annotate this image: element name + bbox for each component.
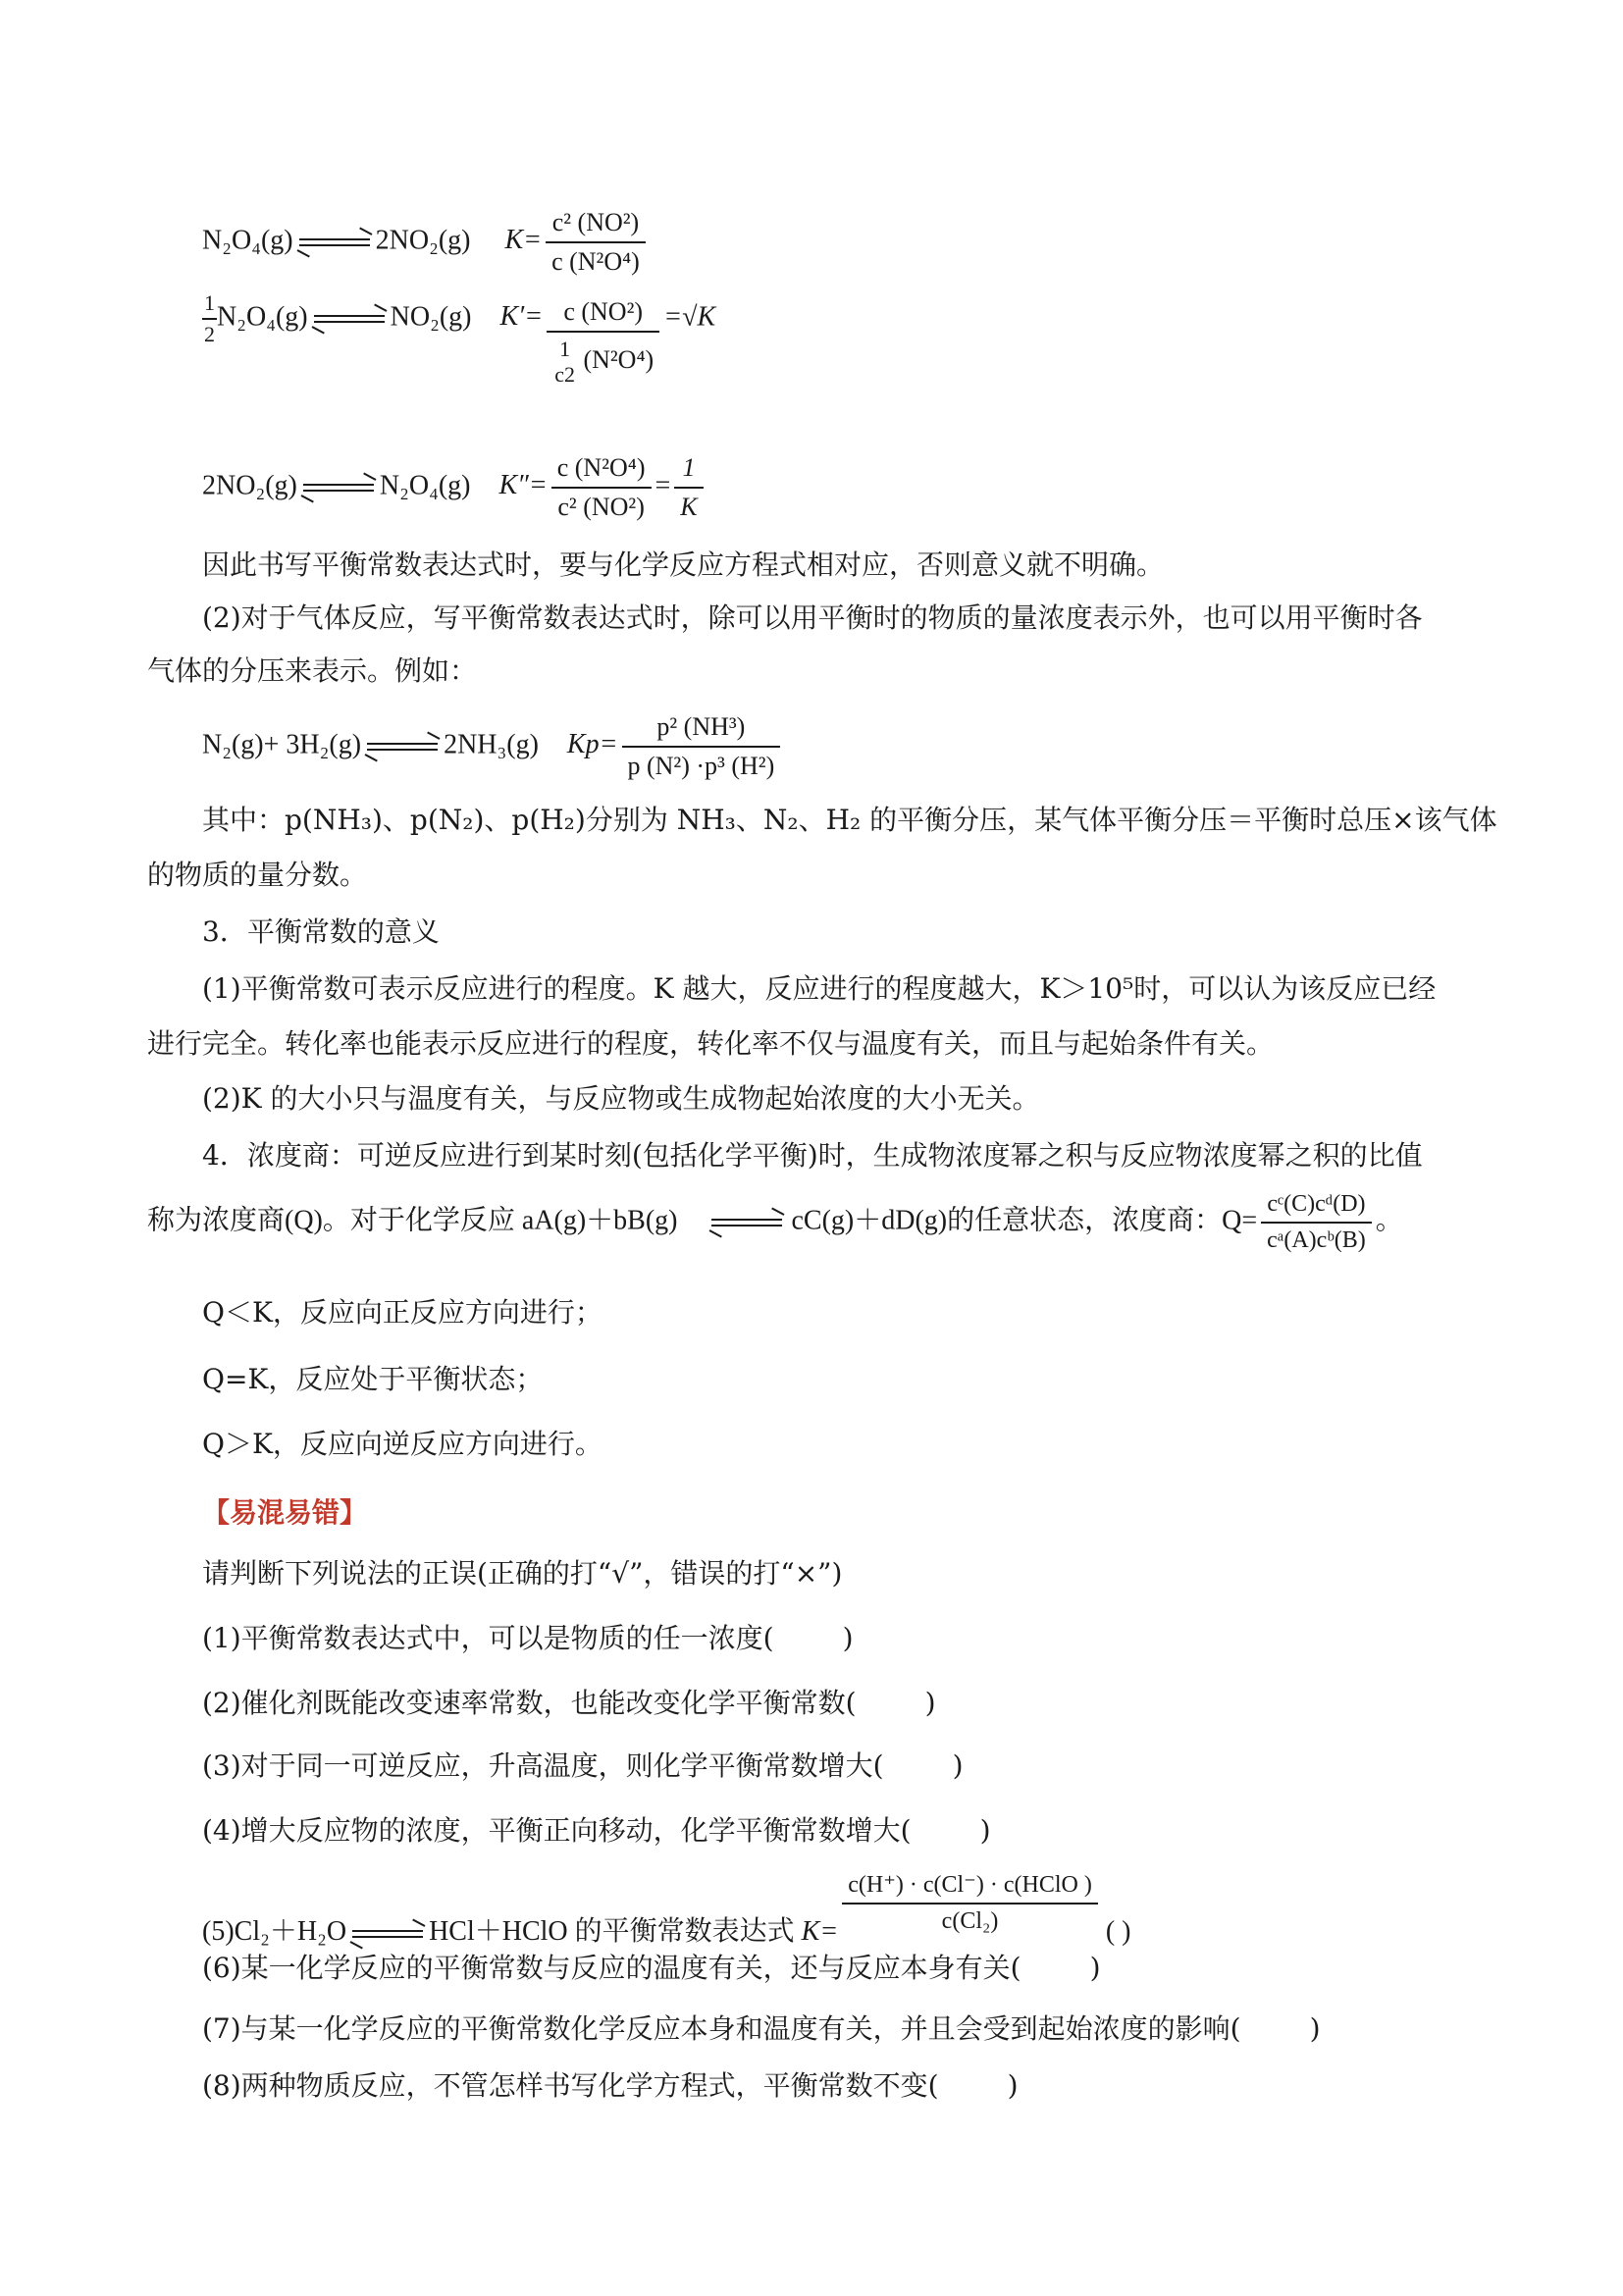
eq1-left: N₂O₄(g) bbox=[202, 225, 293, 256]
item-8-close: ) bbox=[1007, 2069, 1019, 2102]
eq1-fraction bbox=[546, 208, 646, 277]
eq3-den: c² (NO²) bbox=[551, 487, 652, 522]
equation-2 bbox=[202, 290, 715, 388]
item-3-close: ) bbox=[952, 1749, 964, 1782]
paragraph-5: (2)K 的大小只与温度有关，与反应物或生成物起始浓度的大小无关。 bbox=[202, 1082, 1040, 1115]
paragraph-1: 因此书写平衡常数表达式时，要与化学反应方程式相对应，否则意义就不明确。 bbox=[202, 548, 1165, 581]
paragraph-2b: 气体的分压来表示。例如： bbox=[147, 654, 478, 687]
item-6 bbox=[202, 1949, 1101, 1988]
eq2-tail: =√K bbox=[663, 301, 716, 333]
eq3-left: 2NO₂(g) bbox=[202, 470, 297, 501]
q-fraction bbox=[1261, 1191, 1372, 1254]
q-end: 。 bbox=[1375, 1205, 1403, 1236]
item-8 bbox=[202, 2066, 1019, 2106]
paragraph-6a: 4．浓度商：可逆反应进行到某时刻(包括化学平衡)时，生成物浓度幂之积与反应物浓度幂之积的比值 bbox=[202, 1139, 1423, 1172]
equation-4 bbox=[202, 712, 784, 781]
item-5-pre: (5)Cl₂＋H₂O bbox=[202, 1916, 347, 1947]
item-1 bbox=[202, 1619, 854, 1658]
eq2-right: NO₂(g) bbox=[390, 301, 472, 333]
eq2-den-coef-num: 1 bbox=[559, 337, 571, 362]
eq2-coef-num: 1 bbox=[204, 290, 215, 315]
equation-3: 2NO₂(g) N₂O₄(g) K″= $\frac{\text{c (N²O⁴)}}{\text{c² (NO²)}}$ = $\frac{1}{K}$ bbox=[202, 453, 707, 522]
q-greater-than-k: Q＞K，反应向逆反应方向进行。 bbox=[202, 1428, 602, 1460]
q-equal-k: Q=K，反应处于平衡状态； bbox=[202, 1363, 544, 1395]
equilibrium-arrow-icon bbox=[303, 481, 374, 495]
eq4-k: Kp= bbox=[566, 729, 618, 760]
eq1-den: c (N²O⁴) bbox=[546, 241, 646, 277]
item-2 bbox=[202, 1684, 936, 1723]
eq2-den-coef bbox=[552, 337, 577, 388]
eq4-left: N₂(g)+ 3H₂(g) bbox=[202, 729, 362, 760]
item-1-close: ) bbox=[842, 1622, 854, 1654]
equilibrium-arrow-icon bbox=[314, 312, 385, 326]
eq2-num: c (NO²) bbox=[563, 297, 644, 327]
item-3-text: (3)对于同一可逆反应，升高温度，则化学平衡常数增大( bbox=[202, 1749, 884, 1782]
eq3-tail-fraction bbox=[674, 453, 703, 522]
eq3-fraction bbox=[551, 453, 652, 522]
eq2-k: K′= bbox=[499, 301, 544, 333]
eq2-coef-den: 2 bbox=[202, 318, 217, 347]
item-7-close: ) bbox=[1309, 2012, 1321, 2045]
item-5-mid: HCl＋HClO 的平衡常数表达式 bbox=[429, 1916, 795, 1947]
eq3-k: K″= bbox=[498, 470, 548, 501]
eq4-right: 2NH₃(g) bbox=[444, 729, 539, 760]
paragraph-4b: 进行完全。转化率也能表示反应进行的程度，转化率不仅与温度有关，而且与起始条件有关。 bbox=[147, 1027, 1275, 1060]
eq3-tail-den: K bbox=[674, 487, 703, 522]
eq3-right: N₂O₄(g) bbox=[379, 470, 471, 501]
eq2-left: N₂O₄(g) bbox=[217, 301, 308, 333]
paragraph-3b: 的物质的量分数。 bbox=[147, 859, 368, 891]
eq2-den-coef-den: c2 bbox=[554, 362, 575, 388]
eq3-num: c (N²O⁴) bbox=[556, 453, 646, 482]
equilibrium-arrow-icon bbox=[352, 1927, 423, 1941]
paragraph-3a: 其中：p(NH₃)、p(N₂)、p(H₂)分别为 NH₃、N₂、H₂ 的平衡分压，某气体平衡分压＝平衡时总压×该气体 bbox=[202, 804, 1497, 836]
equilibrium-arrow-icon bbox=[367, 740, 438, 754]
item-5-fraction bbox=[842, 1870, 1098, 1935]
item-4 bbox=[202, 1811, 991, 1851]
item-5-num: c(H⁺) · c(Cl⁻) · c(HClO ) bbox=[848, 1872, 1092, 1898]
item-2-text: (2)催化剂既能改变速率常数，也能改变化学平衡常数( bbox=[202, 1687, 857, 1719]
item-4-close: ) bbox=[979, 1814, 991, 1847]
eq3-tail-num: 1 bbox=[682, 453, 696, 482]
equilibrium-arrow-icon bbox=[299, 235, 370, 249]
equation-1 bbox=[202, 208, 650, 277]
q-less-than-k: Q＜K，反应向正反应方向进行； bbox=[202, 1296, 602, 1329]
item-7 bbox=[202, 2009, 1321, 2049]
q-num: cᶜ(C)cᵈ(D) bbox=[1267, 1191, 1366, 1217]
paragraph-6b-pre: 称为浓度商(Q)。对于化学反应 aA(g)＋bB(g) bbox=[147, 1205, 678, 1236]
item-4-text: (4)增大反应物的浓度，平衡正向移动，化学平衡常数增大( bbox=[202, 1814, 912, 1847]
q-den: cᵃ(A)cᵇ(B) bbox=[1261, 1222, 1372, 1254]
eq2-fraction bbox=[547, 297, 659, 388]
item-3 bbox=[202, 1747, 964, 1786]
eq2-den bbox=[547, 331, 659, 388]
item-6-text: (6)某一化学反应的平衡常数与反应的温度有关，还与反应本身有关( bbox=[202, 1952, 1021, 1984]
paragraph-6b bbox=[147, 1191, 1403, 1254]
eq4-fraction bbox=[622, 712, 781, 781]
section-heading: 【易混易错】 bbox=[202, 1496, 368, 1529]
item-1-text: (1)平衡常数表达式中，可以是物质的任一浓度( bbox=[202, 1622, 774, 1654]
equilibrium-arrow-icon bbox=[711, 1216, 782, 1229]
paragraph-4a: (1)平衡常数可表示反应进行的程度。K 越大，反应进行的程度越大，K＞10⁵时，可以认为该反应已经 bbox=[202, 972, 1437, 1005]
eq4-num: p² (NH³) bbox=[656, 712, 746, 741]
section-intro: 请判断下列说法的正误(正确的打“√”，错误的打“×”) bbox=[202, 1557, 843, 1590]
item-5 bbox=[202, 1870, 1130, 1949]
eq2-coef bbox=[202, 290, 217, 347]
item-8-text: (8)两种物质反应，不管怎样书写化学方程式，平衡常数不变( bbox=[202, 2069, 939, 2102]
item-6-close: ) bbox=[1089, 1952, 1101, 1984]
section-3-title: 3．平衡常数的意义 bbox=[202, 915, 440, 948]
item-5-paren: ( ) bbox=[1105, 1916, 1131, 1947]
item-5-den: c(Cl₂) bbox=[842, 1903, 1098, 1935]
eq4-den: p (N²) ·p³ (H²) bbox=[622, 746, 781, 781]
paragraph-6b-post: cC(g)＋dD(g)的任意状态，浓度商：Q= bbox=[791, 1205, 1258, 1236]
item-7-text: (7)与某一化学反应的平衡常数化学反应本身和温度有关，并且会受到起始浓度的影响( bbox=[202, 2012, 1241, 2045]
item-5-k: K= bbox=[801, 1916, 839, 1947]
eq2-den-text: (N²O⁴) bbox=[583, 345, 654, 375]
item-2-close: ) bbox=[924, 1687, 936, 1719]
eq1-right: 2NO₂(g) bbox=[375, 225, 471, 256]
paragraph-2a: (2)对于气体反应，写平衡常数表达式时，除可以用平衡时的物质的量浓度表示外，也可以用平衡时各 bbox=[202, 601, 1423, 634]
eq1-num: c² (NO²) bbox=[551, 208, 640, 236]
eq1-k: K= bbox=[504, 225, 543, 256]
